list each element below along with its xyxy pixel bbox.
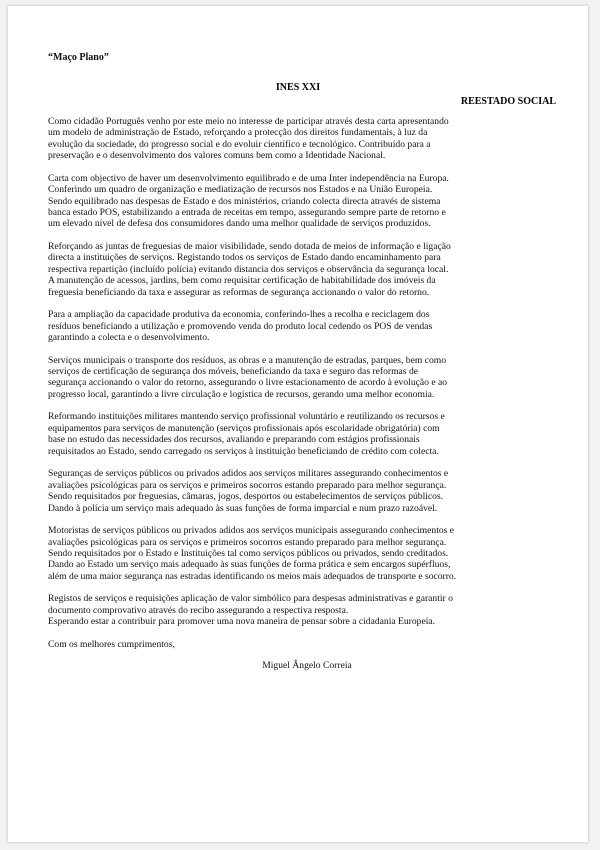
paragraph-line: Sendo requisitados por o Estado e Instituições tal como serviços públicos ou privados, sendo creditados. xyxy=(48,547,449,559)
paragraph-line: avaliações psicológicas para os serviços e primeiros socorros estando preparado para melhor segurança. xyxy=(48,536,447,548)
paragraph xyxy=(48,468,556,514)
paragraph-line: um elevado nível de defesa dos consumidores dando uma melhor qualidade de serviços produzidos. xyxy=(48,218,431,230)
paragraph-line: banca estado POS, estabilizando a entrada de receitas em tempo, assegurando sempre parte de retorno e xyxy=(48,207,446,219)
paragraph xyxy=(48,116,556,162)
paragraph-line: equipamentos para serviços de manutenção (serviços profissionais após escolaridade obrigatória) com xyxy=(48,422,440,434)
paragraph-line: preservação e o desenvolvimento dos valores comuns bem como a Identidade Nacional. xyxy=(48,150,386,162)
paragraph-line: evolução da sociedade, do progresso social e do evoluir científico e tecnológico. Contribuído para a xyxy=(48,138,431,150)
paragraph-line: Esperando estar a contribuir para promover uma nova maneira de pensar sobre a cidadania Europeia. xyxy=(48,616,436,628)
document-header-label: “Maço Plano” xyxy=(48,52,109,63)
paragraph-line: Motoristas de serviços públicos ou privados adidos aos serviços municipais assegurando conhecimentos e xyxy=(48,525,455,537)
signature: Miguel Ângelo Correia xyxy=(262,660,352,672)
paragraph-line: Para a ampliação da capacidade produtiva da economia, conferindo-lhes a recolha e reciclagem dos xyxy=(48,309,430,321)
paragraph-line: Reforçando as juntas de freguesias de maior visibilidade, sendo dotada de meios de informação e ligação xyxy=(48,241,451,253)
paragraph-line: Carta com objectivo de haver um desenvolvimento equilibrado e de uma Inter independência na Europa. xyxy=(48,172,449,184)
paragraph-line: freguesia beneficiando da taxa e assegurar as reformas de segurança accionando o valor do retorno. xyxy=(48,286,430,298)
paragraph-line: segurança accionando o valor do retorno, assegurando o livre estacionamento de acordo à evolução e ao xyxy=(48,377,448,389)
paragraph-line: Conferindo um quadro de organização e mediatização de recursos nos Estados e na União Europeia. xyxy=(48,184,433,196)
document-title: INES XXI xyxy=(275,82,321,93)
paragraph-line: Reformando instituições militares mantendo serviço profissional voluntário e reutilizando os recursos e xyxy=(48,411,445,423)
paragraph-line: respectiva repartição (incluído polícia) evitando distancia dos serviços e observância da segurança local. xyxy=(48,263,449,275)
paragraph xyxy=(48,309,556,343)
document-page xyxy=(8,6,588,842)
paragraph-line: progresso local, garantindo a livre circulação e logística de recursos, gerando uma melhor economia. xyxy=(48,388,435,400)
paragraph-line: além de uma maior segurança nas estradas identificando os meios mais adequados de transporte e socorro. xyxy=(48,570,457,582)
paragraph-line: Dando à polícia um serviço mais adequado às suas funções de forma imparcial e num prazo razoável. xyxy=(48,502,438,514)
paragraph-line: documento comprovativo através do recibo assegurando a respectiva resposta. xyxy=(48,604,349,616)
paragraph-line: Como cidadão Português venho por este meio no interesse de participar através desta carta apresentando xyxy=(48,116,449,127)
paragraph-line: avaliações psicológicas para os serviços e primeiros socorros estando preparado para melhor segurança. xyxy=(48,479,447,491)
paragraph-line: Registos de serviços e requisições aplicação de valor simbólico para despesas administrativas e garantir o xyxy=(48,593,453,605)
paragraph xyxy=(48,525,556,582)
paragraph-line: requisitados ao Estado, sendo carregado os serviços à instituição beneficiando de crédito com colecta. xyxy=(48,445,439,457)
paragraph-line: serviços de certificação de segurança dos móveis, beneficiando da taxa e seguro das reformas de xyxy=(48,366,418,378)
paragraph-line: directa a instituições de serviços. Registando todos os serviços de Estado dando encaminhamento para xyxy=(48,252,441,264)
paragraph-line: resíduos beneficiando a utilização e promovendo venda do produto local cedendo os POS de vendas xyxy=(48,320,433,332)
paragraph-line: Serviços municipais o transporte dos resíduos, as obras e a manutenção de estradas, parques, bem como xyxy=(48,354,447,366)
paragraph xyxy=(48,355,556,401)
paragraph-line: garantindo a colecta e o desenvolvimento. xyxy=(48,332,210,344)
paragraph xyxy=(48,241,556,298)
paragraph-line: Sendo equilibrado nas despesas de Estado e dos ministérios, criando colecta directa através de sistema xyxy=(48,195,441,207)
paragraph-line: um modelo de administração de Estado, reforçando a protecção dos direitos fundamentais, à luz da xyxy=(48,127,428,139)
paragraph-line: base no estudo das necessidades dos recursos, avaliando e preparando com estágios profissionais xyxy=(48,434,420,446)
paragraph xyxy=(48,411,556,457)
closing-line: Com os melhores cumprimentos, xyxy=(48,638,175,650)
paragraph-line: Sendo requisitados por freguesias, câmaras, jogos, desportos ou estabelecimentos de serviços públicos. xyxy=(48,491,444,503)
paragraph-line: Seguranças de serviços públicos ou privados adidos aos serviços militares assegurando conhecimentos e xyxy=(48,468,449,480)
document-subtitle: REESTADO SOCIAL xyxy=(460,96,556,107)
paragraph-line: Dando ao Estado um serviço mais adequado às suas funções de forma prática e sem encargos supérfluos, xyxy=(48,559,451,571)
document-body xyxy=(48,116,556,672)
paragraph xyxy=(48,593,556,627)
paragraph-line: A manutenção de acessos, jardins, bem como requisitar certificação de habitabilidade dos imóveis da xyxy=(48,275,436,287)
paragraph xyxy=(48,173,556,230)
